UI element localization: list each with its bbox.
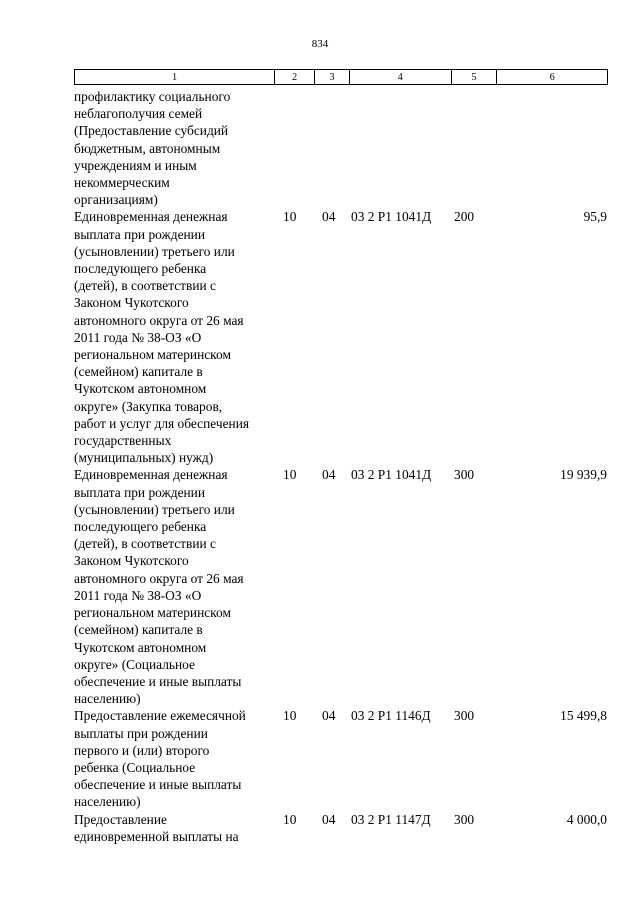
row-expense-type: 200 (454, 209, 475, 225)
header-col-2: 2 (275, 70, 315, 84)
row-amount: 4 000,0 (566, 811, 607, 827)
row-target-code: 03 2 Р1 1147Д (351, 811, 431, 827)
row-section: 10 (283, 209, 297, 225)
row-subsection: 04 (322, 209, 336, 225)
row-description: Единовременная денежная выплата при рождении (усыновлении) третьего или последующего ребенка (детей), в соответствии с Законом Чукотского автономного округа от 26 мая 2011 года № 38-ОЗ «О региональном материнском (семейном) капитале в Чукотском автономном округе» (Социальное обеспечение и иные выплаты населению) (74, 467, 244, 707)
row-amount: 15 499,8 (560, 708, 607, 724)
row-subsection: 04 (322, 811, 336, 827)
row-target-code: 03 2 Р1 1146Д (351, 708, 431, 724)
table-row (74, 466, 608, 707)
row-expense-type: 300 (454, 708, 475, 724)
table-header-row (74, 69, 608, 85)
row-description: Предоставление единовременной выплаты на (74, 811, 239, 844)
table-body (74, 88, 608, 845)
row-target-code: 03 2 Р1 1041Д (351, 467, 432, 483)
table-row (74, 707, 608, 810)
header-col-5: 5 (452, 70, 498, 84)
table-row (74, 208, 608, 466)
header-col-4: 4 (350, 70, 452, 84)
row-amount: 95,9 (583, 209, 607, 225)
header-col-3: 3 (315, 70, 350, 84)
row-subsection: 04 (322, 708, 336, 724)
header-col-6: 6 (549, 71, 555, 83)
row-target-code: 03 2 Р1 1041Д (351, 209, 432, 225)
page-number: 834 (311, 38, 329, 50)
row-section: 10 (283, 811, 297, 827)
row-section: 10 (283, 467, 297, 483)
table-row (74, 811, 608, 845)
row-expense-type: 300 (454, 467, 475, 483)
table-row (74, 88, 608, 208)
row-description: Единовременная денежная выплата при рождении (усыновлении) третьего или последующего ребенка (детей), в соответствии с Законом Чукотского автономного округа от 26 мая 2011 года № 38-ОЗ «О региональном материнском (семейном) капитале в Чукотском автономном округе» (Закупка товаров, работ и услуг для обеспечения государственных (муниципальных) нужд) (74, 209, 250, 466)
header-col-1: 1 (75, 70, 275, 84)
row-description: профилактику социального неблагополучия семей (Предоставление субсидий бюджетным, автономным учреждениям и иным некоммерческим организациям) (74, 89, 231, 208)
row-description: Предоставление ежемесячной выплаты при рождении первого и (или) второго ребенка (Социальное обеспечение и иные выплаты населению) (74, 708, 246, 810)
row-expense-type: 300 (454, 811, 475, 827)
row-section: 10 (283, 708, 297, 724)
row-subsection: 04 (322, 467, 336, 483)
row-amount: 19 939,9 (560, 467, 607, 483)
